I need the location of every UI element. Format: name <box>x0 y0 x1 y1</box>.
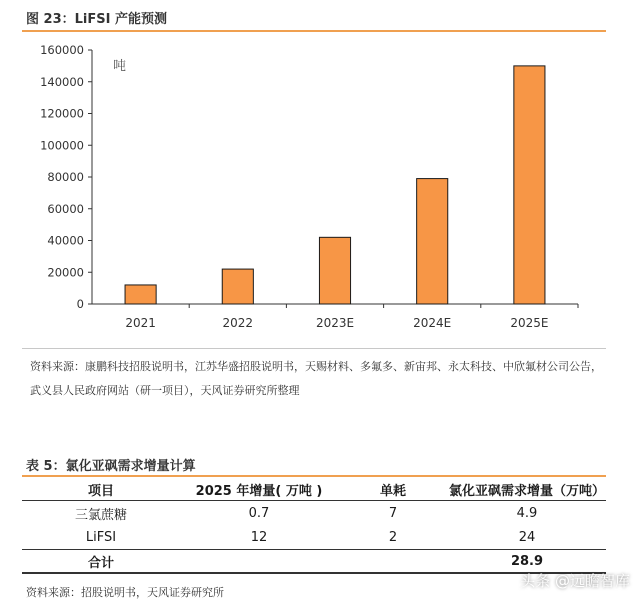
cell-unit-consumption: 7 <box>388 505 398 521</box>
cell-increment: 12 <box>250 529 268 545</box>
x-tick-label: 2023E <box>315 316 355 330</box>
header-unit-consumption: 单耗 <box>338 478 448 501</box>
x-tick-label: 2021 <box>125 316 156 330</box>
cell-unit-consumption: 2 <box>388 529 398 545</box>
x-tick-label: 2022 <box>222 316 254 330</box>
watermark: 头条 @远瞻智库 <box>520 572 630 590</box>
header-increment: 2025 年增量( 万吨 ) <box>180 478 338 501</box>
y-tick-label: 40000 <box>47 233 84 248</box>
y-tick-label: 140000 <box>40 74 84 89</box>
cell-increment: 0.7 <box>248 505 270 521</box>
table-row <box>22 525 606 550</box>
header-item: 项目 <box>22 478 180 501</box>
y-tick-label: 120000 <box>40 106 84 121</box>
y-tick-label: 80000 <box>47 170 84 184</box>
y-unit-label: 吨 <box>113 59 127 74</box>
table-header-row <box>22 478 606 501</box>
cell-demand-increment: 4.9 <box>516 505 538 521</box>
table-top-rule <box>22 475 606 477</box>
cell-item: 三氯蔗糖 <box>74 507 127 523</box>
demand-table <box>22 478 606 574</box>
table-source: 资料来源：招股说明书，天风证券研究所 <box>26 586 224 599</box>
bar-2022 <box>222 269 253 304</box>
table-total-row <box>22 550 606 574</box>
cell-demand-increment: 24 <box>518 529 536 545</box>
bar-2024E <box>417 179 448 304</box>
y-tick-label: 100000 <box>40 138 84 153</box>
bar-2025E <box>514 66 545 304</box>
header-demand-increment: 氯化亚砜需求增量（万吨） <box>448 478 606 501</box>
y-tick-label: 160000 <box>40 43 84 57</box>
total-unit-consumption <box>338 550 448 574</box>
figure-source-line-1: 资料来源：康鹏科技招股说明书，江苏华盛招股说明书，天赐材料、多氟多、新宙邦、永太科技、中欣氟材公司公告， <box>30 360 602 373</box>
figure-title: 图 23：LiFSI 产能预测 <box>26 12 167 27</box>
cell-item: LiFSI <box>85 529 117 545</box>
total-label: 合计 <box>22 550 180 574</box>
figure-source-line-2: 武义县人民政府网站（研一项目），天风证券研究所整理 <box>30 384 300 397</box>
x-tick-label: 2025E <box>510 316 549 330</box>
y-tick-label: 20000 <box>47 265 84 280</box>
total-increment <box>180 550 338 574</box>
x-tick-label: 2024E <box>413 316 452 330</box>
y-tick-label: 60000 <box>47 201 84 216</box>
bar-chart <box>0 32 640 346</box>
table-row <box>22 501 606 526</box>
total-demand-increment: 28.9 <box>448 550 606 574</box>
y-tick-label: 0 <box>76 297 84 311</box>
table-title: 表 5：氯化亚砜需求增量计算 <box>26 459 196 474</box>
bar-2021 <box>125 285 156 304</box>
chart-bottom-rule <box>22 348 606 349</box>
bar-2023E <box>319 237 350 304</box>
